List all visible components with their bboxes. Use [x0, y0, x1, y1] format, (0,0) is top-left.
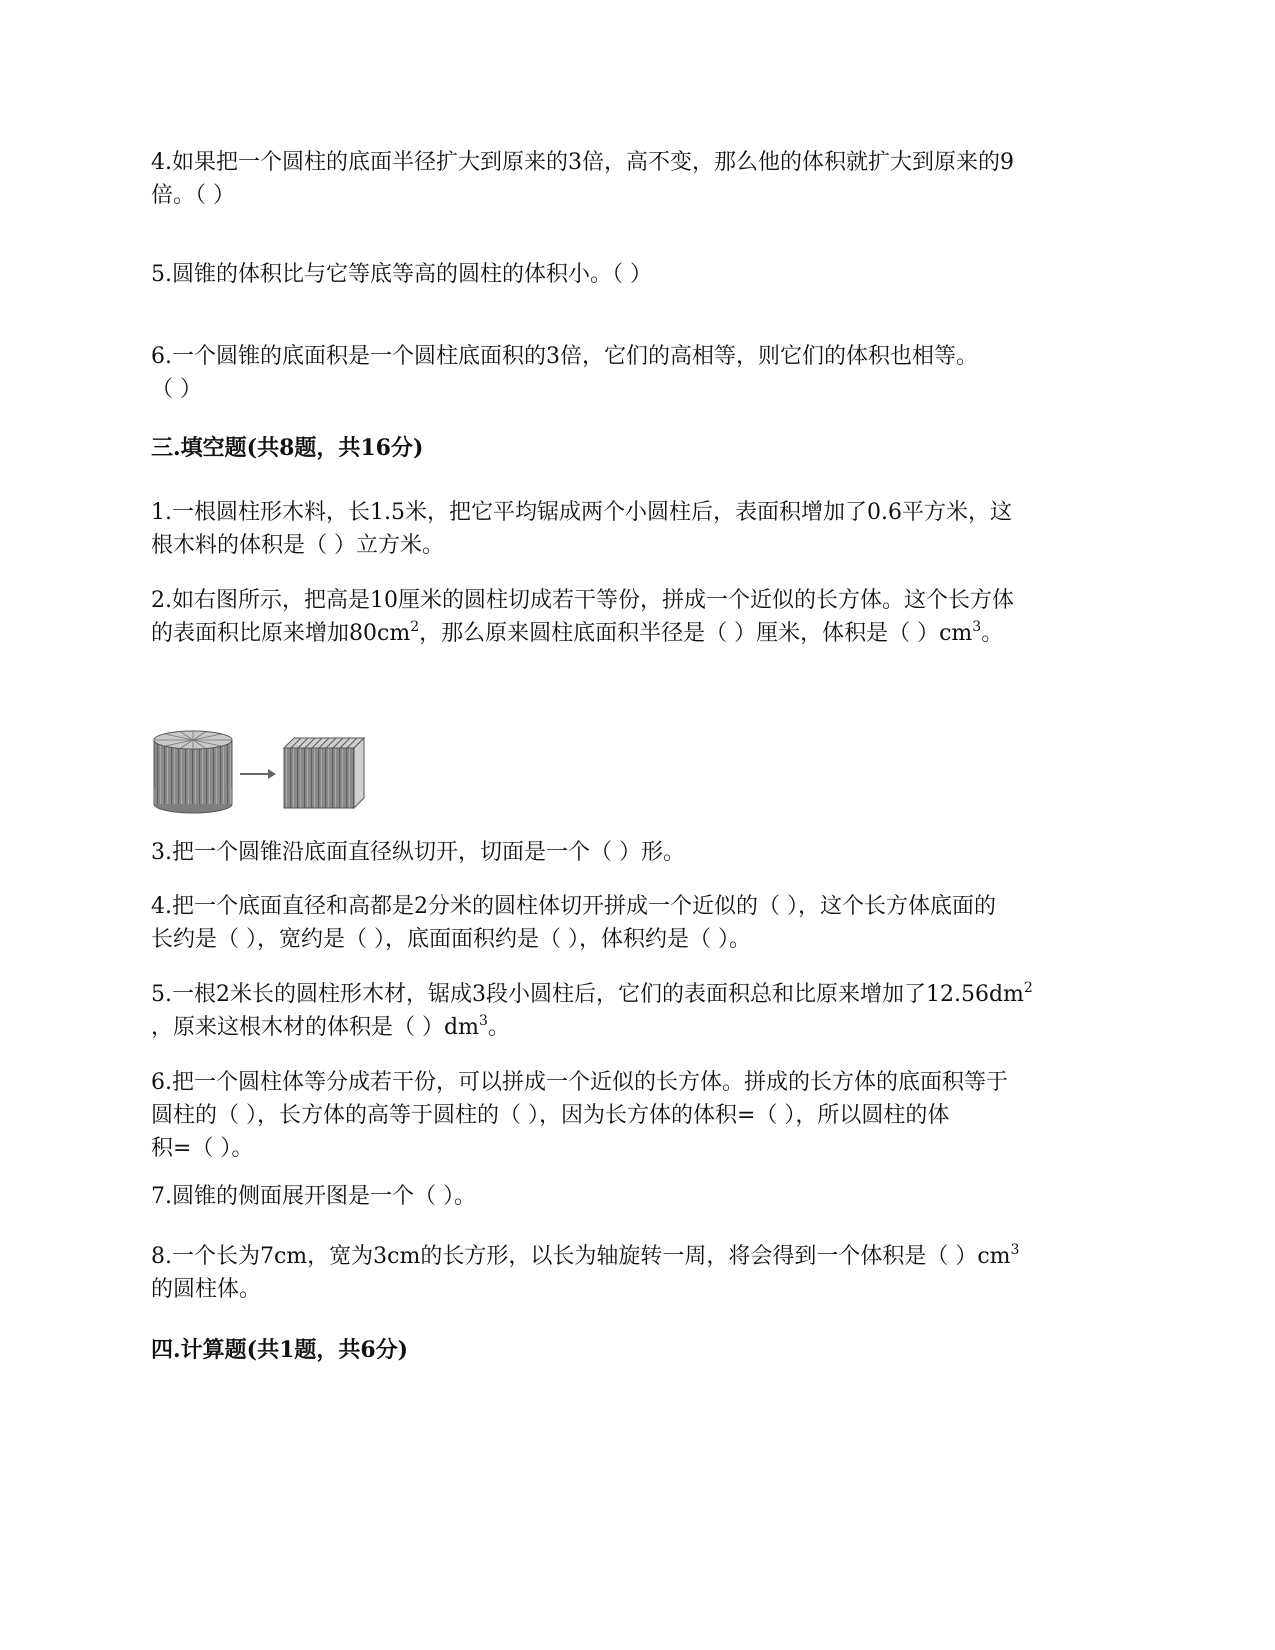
fill-q4-line1: 4.把一个底面直径和高都是2分米的圆柱体切开拼成一个近似的（ ），这个长方体底面的 — [151, 894, 996, 919]
fill-q6 — [151, 1066, 1126, 1165]
fill-q1 — [151, 496, 1126, 562]
superscript: 3 — [1010, 1242, 1020, 1258]
judge-q4 — [151, 146, 1126, 212]
fill-q6-line1: 6.把一个圆柱体等分成若干份，可以拼成一个近似的长方体。拼成的长方体的底面积等于 — [151, 1070, 1008, 1095]
judge-q4-line1: 4.如果把一个圆柱的底面半径扩大到原来的3倍，高不变，那么他的体积就扩大到原来的9 — [151, 150, 1014, 175]
arrow-icon — [240, 769, 276, 779]
fill-q5-line2b: 。 — [487, 1015, 510, 1040]
judge-q5: 5.圆锥的体积比与它等底等高的圆柱的体积小。（ ） — [151, 262, 652, 287]
fill-q6-line3: 积=（ ）。 — [151, 1136, 254, 1161]
superscript: 3 — [478, 1013, 488, 1029]
fill-q5 — [151, 978, 1126, 1044]
fill-q5-line2a: ，原来这根木材的体积是（ ）dm — [151, 1015, 479, 1040]
fill-q2-line2b: ，那么原来圆柱底面积半径是（ ）厘米，体积是（ ）cm — [419, 621, 973, 646]
fill-q2-line2c: 。 — [981, 621, 1004, 646]
cylinder-shape — [154, 731, 232, 813]
judge-q6 — [151, 340, 1126, 406]
fill-q8-line1: 8.一个长为7cm，宽为3cm的长方形，以长为轴旋转一周，将会得到一个体积是（ ）cm — [151, 1244, 1011, 1269]
section-heading-calc: 四.计算题(共1题，共6分) — [151, 1337, 409, 1363]
fill-q8-line2: 的圆柱体。 — [151, 1277, 262, 1302]
superscript: 2 — [410, 619, 420, 635]
fill-q7: 7.圆锥的侧面展开图是一个（ ）。 — [151, 1184, 476, 1209]
fill-q3: 3.把一个圆锥沿底面直径纵切开，切面是一个（ ）形。 — [151, 840, 685, 865]
fill-q8 — [151, 1240, 1126, 1306]
superscript: 3 — [972, 619, 982, 635]
judge-q4-line2: 倍。（ ） — [151, 183, 235, 208]
fill-q4-line2: 长约是（ ），宽约是（ ），底面面积约是（ ），体积约是（ ）。 — [151, 927, 751, 952]
fill-q6-line2: 圆柱的（ ），长方体的高等于圆柱的（ ），因为长方体的体积=（ ），所以圆柱的体 — [151, 1103, 950, 1128]
cuboid-shape — [284, 738, 364, 808]
fill-q1-line2: 根木料的体积是（ ）立方米。 — [151, 533, 444, 558]
fill-q1-line1: 1.一根圆柱形木料，长1.5米，把它平均锯成两个小圆柱后，表面积增加了0.6平方米，这 — [151, 500, 1012, 525]
fill-q2-line1: 2.如右图所示，把高是10厘米的圆柱切成若干等份，拼成一个近似的长方体。这个长方体 — [151, 588, 1014, 613]
fill-q2-line2a: 的表面积比原来增加80cm — [151, 621, 411, 646]
fill-q4 — [151, 890, 1126, 956]
judge-q6-line2: （ ） — [151, 377, 202, 402]
section-heading-fill: 三.填空题(共8题，共16分) — [151, 435, 424, 461]
superscript: 2 — [1023, 980, 1033, 996]
cylinder-to-cuboid-figure — [150, 728, 380, 818]
judge-q6-line1: 6.一个圆锥的底面积是一个圆柱底面积的3倍，它们的高相等，则它们的体积也相等。 — [151, 344, 978, 369]
fill-q5-line1: 5.一根2米长的圆柱形木材，锯成3段小圆柱后，它们的表面积总和比原来增加了12.56dm — [151, 982, 1024, 1007]
fill-q2 — [151, 584, 1126, 650]
